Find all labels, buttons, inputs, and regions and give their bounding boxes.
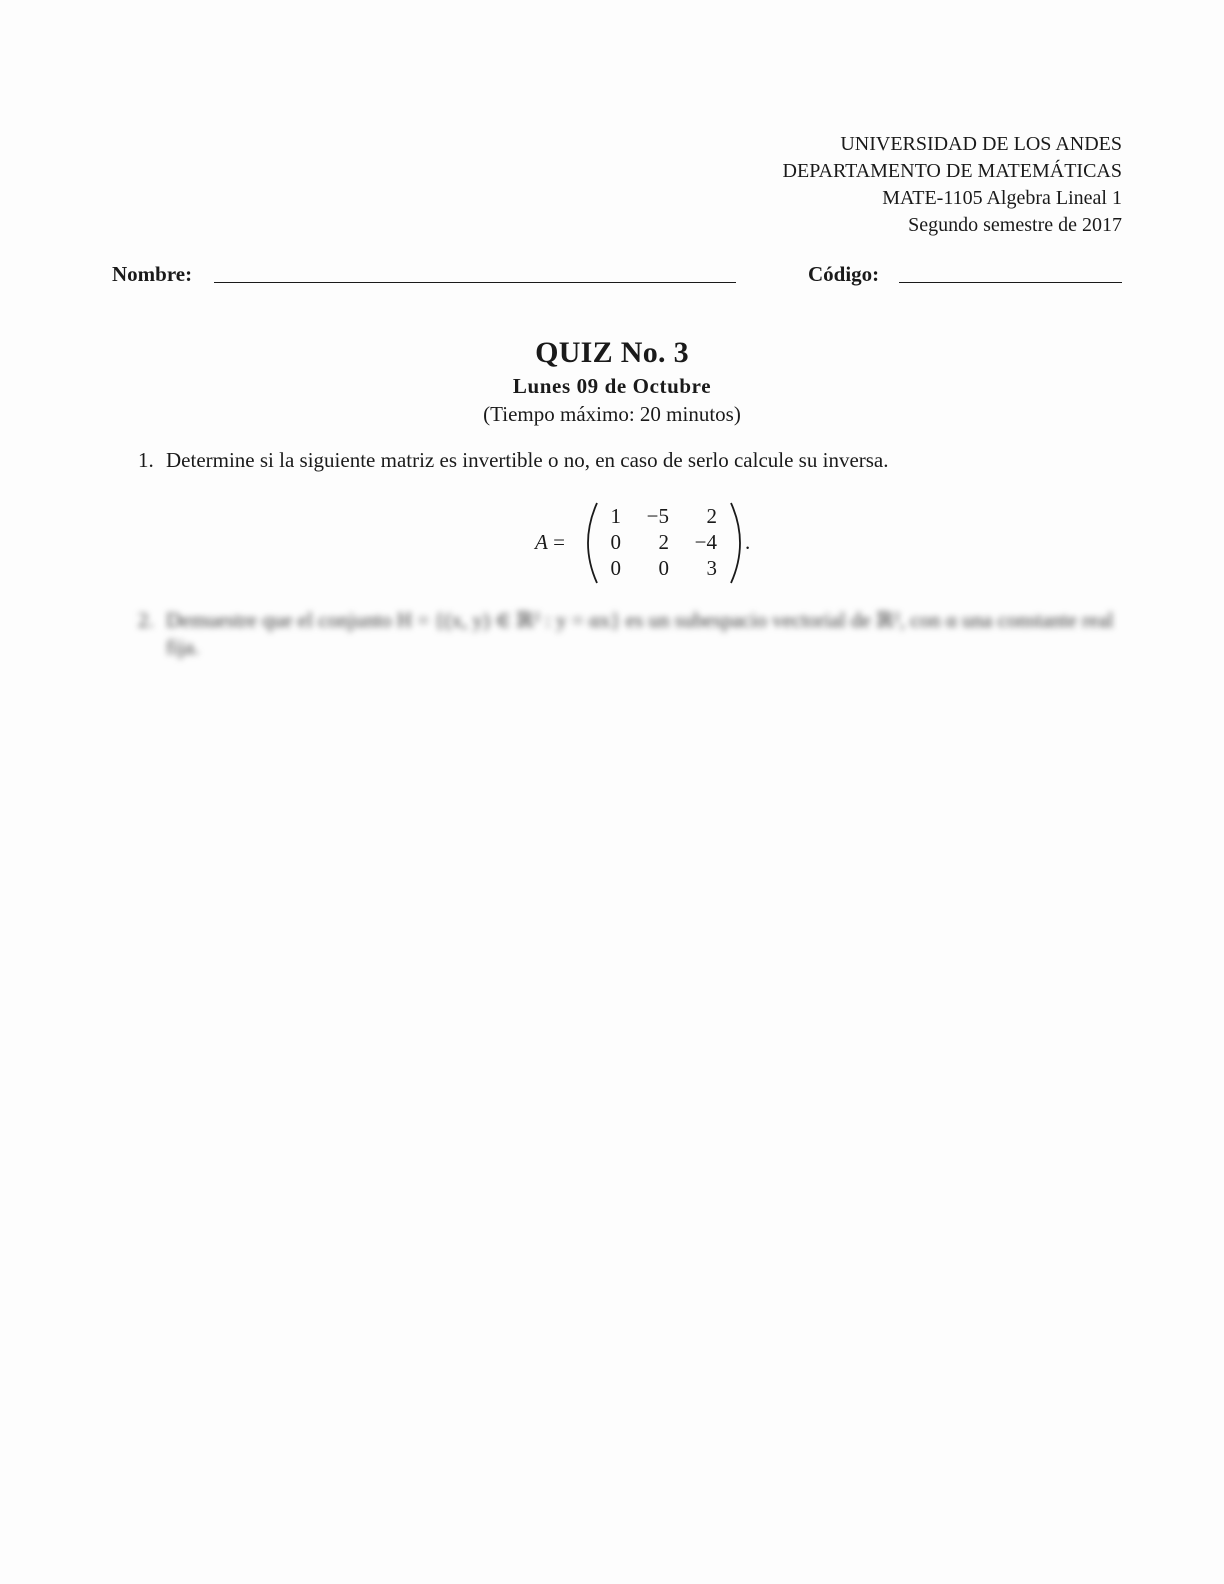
department-name: DEPARTAMENTO DE MATEMÁTICAS [782,160,1122,182]
name-label: Nombre: [112,262,193,286]
matrix-period: . [745,530,751,554]
semester: Segundo semestre de 2017 [908,214,1122,236]
matrix-cell: −5 [646,504,669,528]
question-number: 1. [138,448,154,472]
quiz-title-block [0,333,1224,429]
university-name: UNIVERSIDAD DE LOS ANDES [840,133,1122,155]
code-label: Código: [808,262,880,286]
quiz-title: QUIZ No. 3 [535,336,689,369]
matrix-cell: 2 [658,530,669,554]
code-field-line[interactable] [899,282,1122,283]
matrix-a [535,500,765,586]
matrix-cell: 0 [658,556,669,580]
matrix-cell: 0 [610,556,621,580]
course-header [783,131,1122,239]
quiz-date: Lunes 09 de Octubre [512,374,712,398]
right-parenthesis [731,503,740,583]
question-text: Demuestre que el conjunto H = {(x, y) ∈ ℝ² : y = αx} es un subespacio vectorial de ℝ², con α una constante real fija. [166,608,1114,659]
name-field-line[interactable] [214,282,736,283]
question-number: 2. [138,608,154,632]
matrix-cell: 0 [610,530,621,554]
course-name: MATE-1105 Algebra Lineal 1 [882,187,1122,209]
equals-sign: = [553,530,565,554]
question-text: Determine si la siguiente matriz es invertible o no, en caso de serlo calcule su inversa. [166,448,889,472]
matrix-cell: 1 [610,504,621,528]
matrix-cell: −4 [694,530,717,554]
matrix-cell: 3 [706,556,717,580]
matrix-cell: 2 [706,504,717,528]
quiz-time-limit: (Tiempo máximo: 20 minutos) [483,402,741,426]
matrix-name: A [535,530,548,554]
student-fields [112,262,1122,292]
